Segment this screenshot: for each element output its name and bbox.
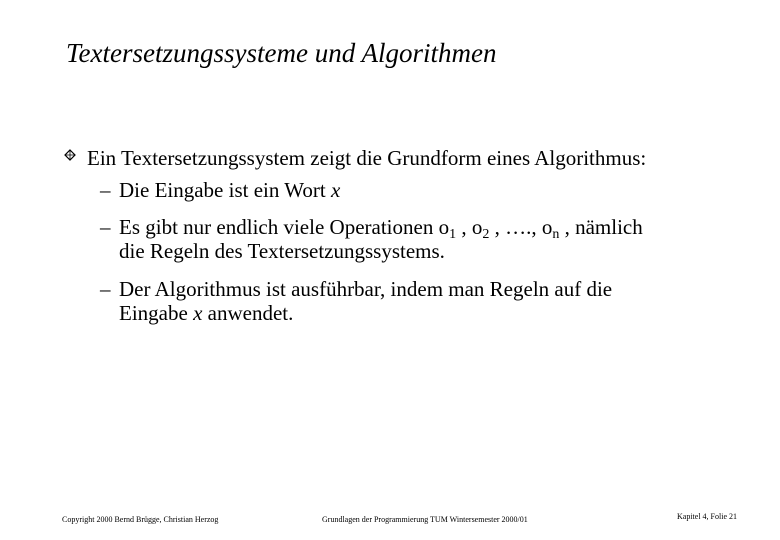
bullet-text: Ein Textersetzungssystem zeigt die Grundform eines Algorithmus:: [87, 146, 647, 170]
subscript: n: [552, 227, 560, 242]
dash: –: [100, 215, 111, 239]
subpoint-text: anwendet.: [202, 301, 294, 325]
footer-course: Grundlagen der Programmierung TUM Wintersemester 2000/01: [322, 515, 528, 524]
subpoint-text: , o: [456, 215, 483, 239]
subpoint-operations: [100, 215, 760, 263]
dash: –: [100, 277, 111, 301]
footer-slide-number: Kapitel 4, Folie 21: [677, 512, 737, 521]
dash: –: [100, 178, 111, 202]
diamond-bullet-icon: [64, 149, 76, 161]
subscript: 1: [449, 227, 457, 242]
subpoint-text: Es gibt nur endlich viele Operationen o: [119, 215, 450, 239]
subpoint-input: [100, 178, 340, 202]
subpoint-text: Die Eingabe ist ein Wort: [119, 178, 331, 202]
variable-x: x: [193, 301, 203, 325]
subpoint-text: Der Algorithmus ist ausführbar, indem man Regeln auf die: [119, 277, 613, 301]
footer-copyright: Copyright 2000 Bernd Brügge, Christian Herzog: [62, 515, 219, 524]
subscript: 2: [482, 227, 490, 242]
subpoint-executable: [100, 277, 760, 325]
subpoint-text: , …., o: [489, 215, 553, 239]
subpoint-text: Eingabe: [119, 301, 194, 325]
slide-title: Textersetzungssysteme und Algorithmen: [66, 38, 497, 68]
subpoint-text: , nämlich: [559, 215, 643, 239]
subpoint-continuation: [100, 301, 760, 325]
subpoint-continuation: die Regeln des Textersetzungssystems.: [119, 239, 445, 263]
variable-x: x: [330, 178, 341, 202]
